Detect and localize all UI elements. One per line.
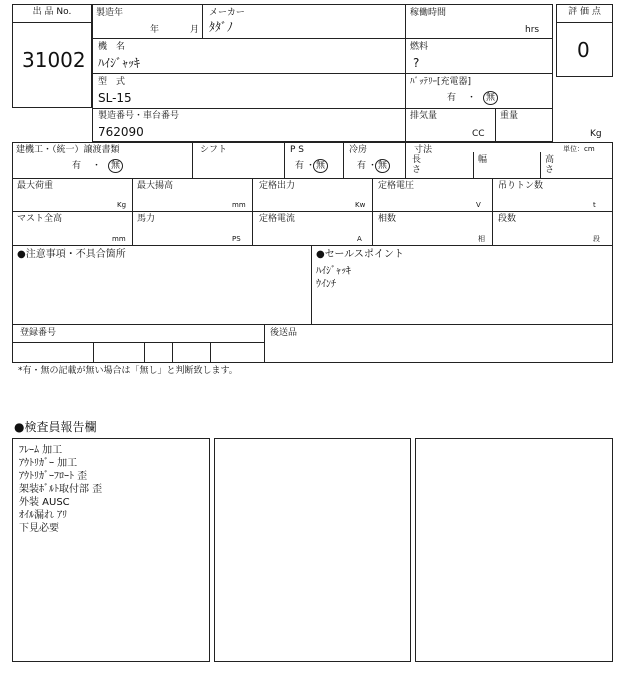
inspector-panel-3 bbox=[415, 438, 613, 662]
lot-number: 31002 bbox=[22, 48, 86, 72]
lot-label: 出 品 No. bbox=[32, 7, 72, 17]
battery-label: ﾊﾞｯﾃﾘｰ[充電器] bbox=[410, 77, 472, 87]
score-value: 0 bbox=[577, 38, 590, 62]
rated-voltage-label: 定格電圧 bbox=[378, 181, 415, 191]
shift-label: シフト bbox=[200, 145, 228, 155]
mast-height-label: マスト全高 bbox=[17, 214, 63, 224]
ps-no-circled: 無 bbox=[313, 159, 328, 173]
doc-label: 建機工・（統一）譲渡書類 bbox=[16, 145, 120, 155]
doc-dot: ・ bbox=[92, 161, 102, 171]
sales-label: ●セールスポイント bbox=[316, 249, 404, 260]
width-label: 幅 bbox=[478, 155, 488, 165]
displacement-unit: CC bbox=[472, 129, 485, 139]
battery-no-circled: 無 bbox=[483, 91, 498, 105]
doc-no-circled: 無 bbox=[108, 159, 123, 173]
stages-unit: 段 bbox=[593, 235, 600, 243]
year-unit: 年 bbox=[150, 25, 160, 35]
after-label: 後送品 bbox=[270, 328, 298, 338]
doc-yes: 有 bbox=[72, 161, 82, 171]
stages-label: 段数 bbox=[498, 214, 517, 224]
fuel-label: 燃料 bbox=[410, 42, 429, 52]
weight-label: 重量 bbox=[500, 111, 519, 121]
rated-output-label: 定格出力 bbox=[259, 181, 296, 191]
battery-yes: 有 bbox=[447, 93, 457, 103]
ac-no-circled: 無 bbox=[375, 159, 390, 173]
footnote: *有・無の記載が無い場合は「無し」と判断致します。 bbox=[18, 366, 238, 376]
type-value: SL-15 bbox=[98, 91, 132, 105]
phase-label: 相数 bbox=[378, 214, 397, 224]
ps-yes: 有 bbox=[295, 161, 305, 171]
ac-yes: 有 bbox=[357, 161, 367, 171]
serial-label: 製造番号・車台番号 bbox=[98, 111, 180, 121]
sales-value: ﾊｲｼﾞｬｯｷ ｳｲﾝﾁ bbox=[316, 266, 351, 290]
length-label: 長 さ bbox=[412, 155, 422, 175]
rated-voltage-unit: V bbox=[476, 201, 481, 209]
mast-height-unit: mm bbox=[112, 235, 126, 243]
battery-dot: ・ bbox=[467, 93, 477, 103]
hoist-ton-label: 吊りトン数 bbox=[498, 181, 544, 191]
unit-note: 単位：cm bbox=[563, 145, 595, 153]
max-load-label: 最大荷重 bbox=[17, 181, 54, 191]
caution-label: ●注意事項・不具合箇所 bbox=[17, 249, 126, 260]
inspector-panel-1-text: ﾌﾚｰﾑ 加工 ｱｳﾄﾘｶﾞｰ 加工 ｱｳﾄﾘｶﾞｰﾌﾛｰﾄ 歪 架装ﾎﾞﾙﾄ取付部 歪 外装 AUSC ｵｲﾙ漏れ ｱﾘ 下見必要 bbox=[19, 445, 103, 534]
model-value: ﾊｲｼﾞｬｯｷ bbox=[98, 56, 141, 70]
rated-current-label: 定格電流 bbox=[259, 214, 296, 224]
horsepower-label: 馬力 bbox=[137, 214, 156, 224]
ac-dot: ・ bbox=[368, 161, 378, 171]
displacement-label: 排気量 bbox=[410, 111, 438, 121]
ps-dot: ・ bbox=[306, 161, 316, 171]
hoist-ton-unit: t bbox=[593, 201, 596, 209]
rated-current-unit: A bbox=[357, 235, 362, 243]
dims-label: 寸法 bbox=[414, 145, 433, 155]
score-label: 評 価 点 bbox=[568, 7, 601, 17]
max-lift-unit: mm bbox=[232, 201, 246, 209]
height-label: 高 さ bbox=[545, 155, 555, 175]
serial-value: 762090 bbox=[98, 125, 144, 139]
ac-label: 冷房 bbox=[349, 145, 368, 155]
phase-unit: 相 bbox=[478, 235, 485, 243]
maker-label: メーカー bbox=[209, 8, 245, 18]
fuel-value: ? bbox=[413, 56, 420, 70]
horsepower-unit: PS bbox=[232, 235, 241, 243]
max-load-unit: Kg bbox=[117, 201, 127, 209]
maker-value: ﾀﾀﾞﾉ bbox=[209, 20, 234, 34]
ps-label: P S bbox=[290, 145, 305, 155]
mfg-year-label: 製造年 bbox=[96, 8, 124, 18]
max-lift-label: 最大揚高 bbox=[137, 181, 174, 191]
type-label: 型 式 bbox=[98, 77, 126, 87]
reg-label: 登録番号 bbox=[20, 328, 57, 338]
model-label: 機 名 bbox=[98, 42, 126, 52]
weight-unit: Kg bbox=[590, 129, 602, 139]
hours-unit: hrs bbox=[525, 25, 540, 35]
inspector-title: ●検査員報告欄 bbox=[14, 420, 97, 434]
hours-label: 稼働時間 bbox=[410, 8, 447, 18]
month-unit: 月 bbox=[190, 25, 200, 35]
inspector-panel-2 bbox=[214, 438, 411, 662]
rated-output-unit: Kw bbox=[355, 201, 366, 209]
